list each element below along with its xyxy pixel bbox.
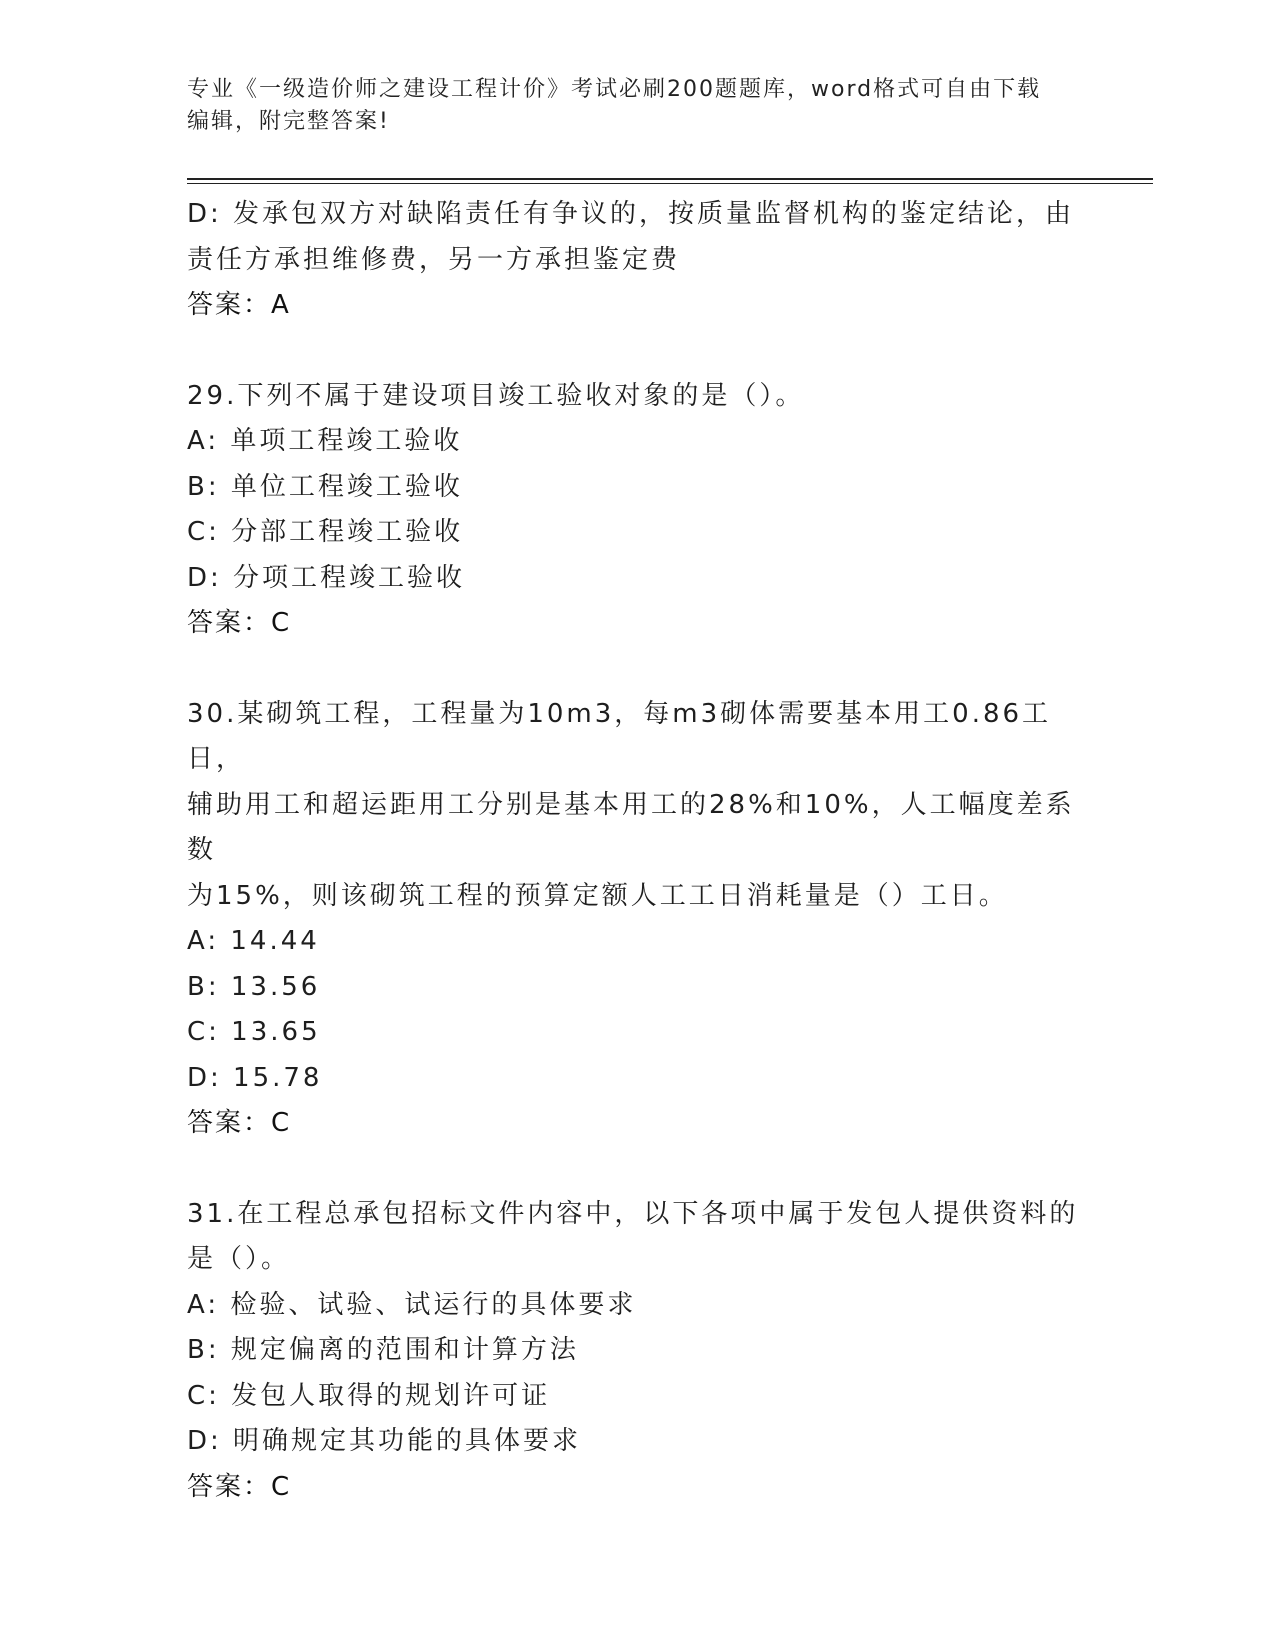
- q30-option-b: B: 13.56: [187, 971, 321, 1002]
- q29-option-b: B: 单位工程竣工验收: [187, 471, 463, 502]
- q31-question-line-1: 31.在工程总承包招标文件内容中，以下各项中属于发包人提供资料的: [187, 1198, 1079, 1229]
- header-divider-thick: [187, 178, 1153, 180]
- q28-option-d-line-2: 责任方承担维修费，另一方承担鉴定费: [187, 244, 681, 275]
- q30-option-c: C: 13.65: [187, 1017, 321, 1047]
- header-line-1: 专业《一级造价师之建设工程计价》考试必刷200题题库，word格式可自由下载: [187, 77, 1042, 102]
- q30-question-line-1: 30.某砌筑工程，工程量为10m3，每m3砌体需要基本用工0.86工日，: [187, 698, 1052, 774]
- spacer: [187, 647, 1087, 692]
- q31-option-d: D: 明确规定其功能的具体要求: [187, 1426, 582, 1456]
- spacer: [187, 1147, 1087, 1192]
- question-31-block: [187, 1192, 1087, 1511]
- q30-question-line-2: 辅助用工和超运距用工分别是基本用工的28%和10%，人工幅度差系数: [187, 789, 1075, 865]
- q31-question-line-2: 是（）。: [187, 1244, 291, 1274]
- header-divider-thin: [187, 183, 1153, 184]
- question-content: [187, 192, 1087, 1510]
- q29-option-d: D: 分项工程竣工验收: [187, 562, 466, 593]
- q29-option-a: A: 单项工程竣工验收: [187, 426, 463, 456]
- spacer: [187, 329, 1087, 374]
- q30-option-a: A: 14.44: [187, 926, 320, 956]
- header-line-2: 编辑，附完整答案!: [187, 109, 390, 134]
- question-30-block: [187, 692, 1087, 1147]
- q29-question: 29.下列不属于建设项目竣工验收对象的是（）。: [187, 380, 805, 411]
- question-29-block: [187, 374, 1087, 647]
- q29-answer: 答案：C: [187, 608, 292, 638]
- q31-option-a: A: 检验、试验、试运行的具体要求: [187, 1289, 637, 1320]
- q30-answer: 答案：C: [187, 1108, 292, 1138]
- q29-option-c: C: 分部工程竣工验收: [187, 517, 464, 547]
- q28-option-d-line-1: D: 发承包双方对缺陷责任有争议的，按质量监督机构的鉴定结论，由: [187, 199, 1075, 229]
- q30-option-d: D: 15.78: [187, 1062, 323, 1093]
- header-note: [187, 74, 1087, 138]
- q31-answer: 答案：C: [187, 1471, 292, 1502]
- q31-option-c: C: 发包人取得的规划许可证: [187, 1380, 551, 1411]
- q30-question-line-3: 为15%，则该砌筑工程的预算定额人工工日消耗量是（）工日。: [187, 880, 1008, 911]
- q31-option-b: B: 规定偏离的范围和计算方法: [187, 1335, 579, 1365]
- q28-answer: 答案：A: [187, 290, 291, 320]
- question-28-block: [187, 192, 1087, 329]
